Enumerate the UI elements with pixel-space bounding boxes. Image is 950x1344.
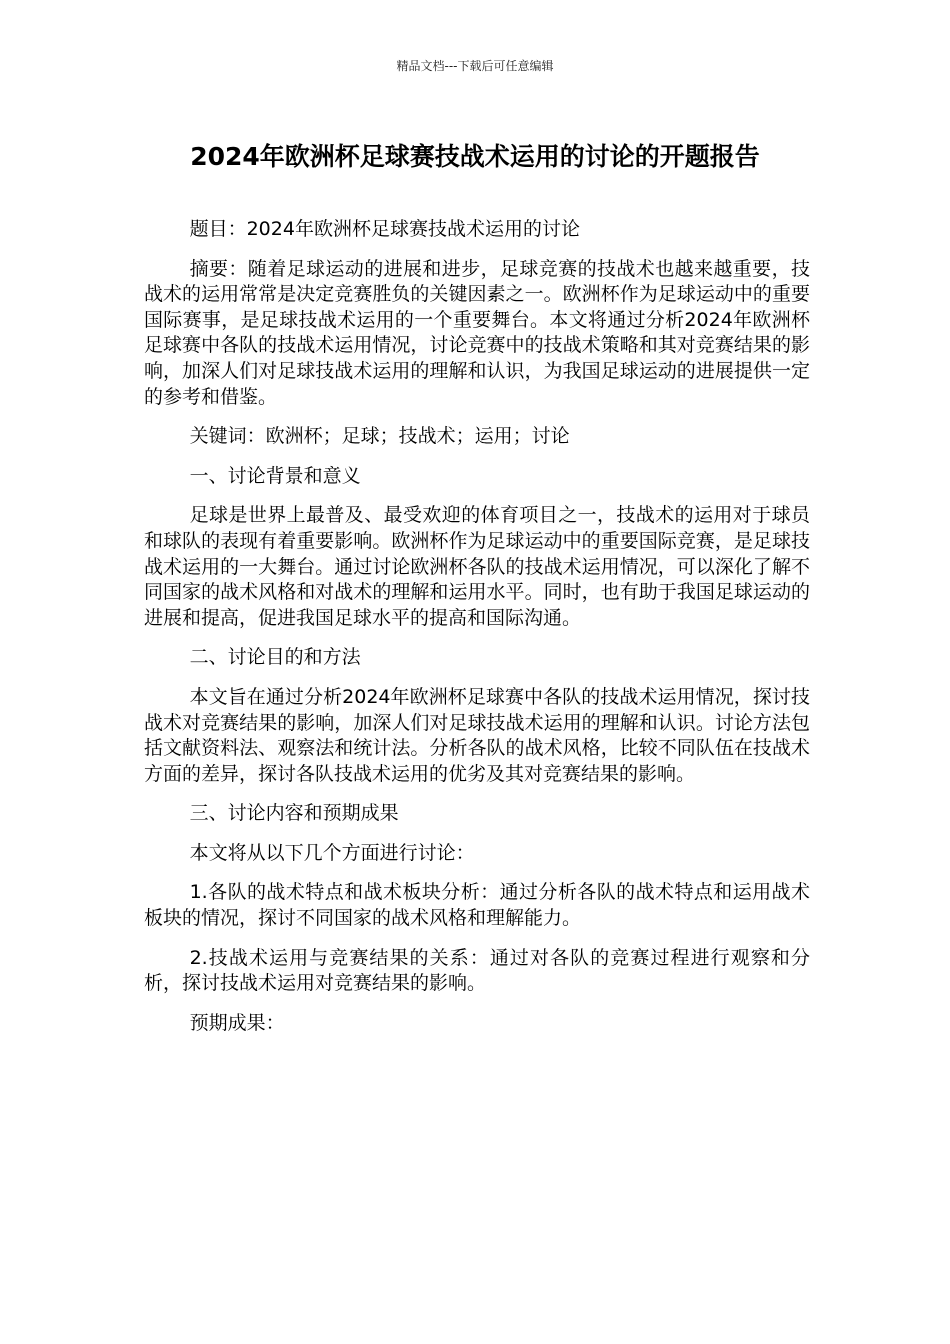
header-note: 精品文档---下载后可任意编辑: [396, 59, 554, 73]
purpose-paragraph: 本文旨在通过分析2024年欧洲杯足球赛中各队的技战术运用情况，探讨技战术对竞赛结果的影响，加深人们对足球技战术运用的理解和认识。讨论方法包括文献资料法、观察法和统计法。分析各队的战术风格，比较不同队伍在技战术方面的差异，探讨各队技战术运用的优劣及其对竞赛结果的影响。: [144, 685, 810, 785]
expected-results-label: 预期成果：: [189, 1011, 285, 1034]
section-heading-purpose: 二、讨论目的和方法: [189, 646, 361, 669]
content-intro-paragraph: 本文将从以下几个方面进行讨论：: [189, 841, 475, 864]
document-title: 2024年欧洲杯足球赛技战术运用的讨论的开题报告: [190, 142, 760, 171]
content-item-1: 1.各队的战术特点和战术板块分析：通过分析各队的战术特点和运用战术板块的情况，探讨不同国家的战术风格和理解能力。: [144, 881, 810, 930]
content-item-2: 2.技战术运用与竞赛结果的关系：通过对各队的竞赛过程进行观察和分析，探讨技战术运用对竞赛结果的影响。: [144, 946, 810, 995]
document-body: [144, 217, 810, 1050]
abstract-paragraph: 摘要：随着足球运动的进展和进步，足球竞赛的技战术也越来越重要，技战术的运用常常是决定竞赛胜负的关键因素之一。欧洲杯作为足球运动中的重要国际赛事，是足球技战术运用的一个重要舞台。本文将通过分析2024年欧洲杯足球赛中各队的技战术运用情况，讨论竞赛中的技战术策略和其对竞赛结果的影响，加深人们对足球技战术运用的理解和认识，为我国足球运动的进展提供一定的参考和借鉴。: [144, 257, 810, 408]
keywords-line: 关键词：欧洲杯；足球；技战术；运用；讨论: [189, 425, 570, 448]
topic-line: 题目：2024年欧洲杯足球赛技战术运用的讨论: [189, 218, 580, 240]
section-heading-content: 三、讨论内容和预期成果: [189, 802, 399, 825]
section-heading-background: 一、讨论背景和意义: [189, 464, 361, 487]
background-paragraph: 足球是世界上最普及、最受欢迎的体育项目之一，技战术的运用对于球员和球队的表现有着重要影响。欧洲杯作为足球运动中的重要国际竞赛，是足球技战术运用的一大舞台。通过讨论欧洲杯各队的技战术运用情况，可以深化了解不同国家的战术风格和对战术的理解和运用水平。同时，也有助于我国足球运动的进展和提高，促进我国足球水平的提高和国际沟通。: [144, 504, 810, 629]
